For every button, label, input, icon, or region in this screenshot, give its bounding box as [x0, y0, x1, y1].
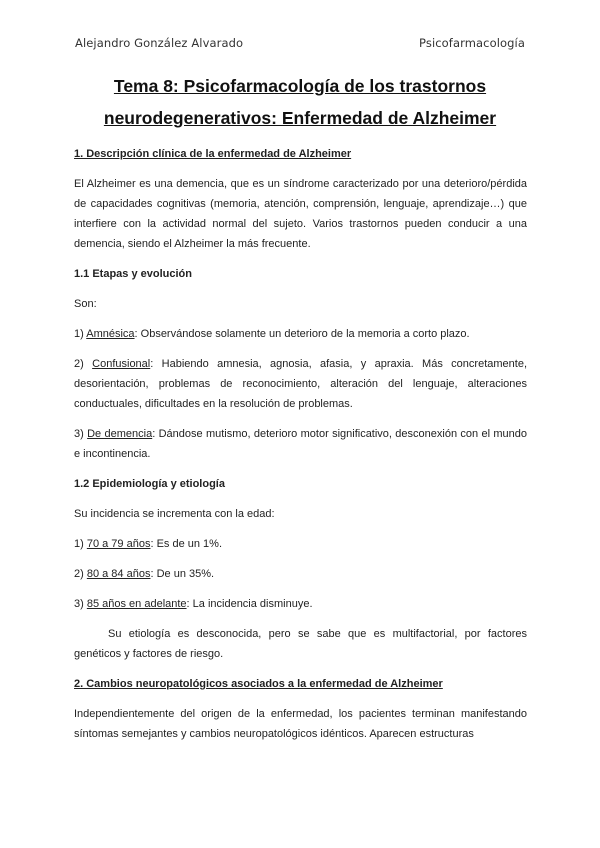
stage-item-1-term: Amnésica — [86, 328, 135, 340]
section-1-heading: 1. Descripción clínica de la enfermedad de Alzheimer — [74, 148, 352, 160]
stage-item-2-term: Confusional — [92, 358, 151, 370]
age-item-2-term: 80 a 84 años — [86, 568, 151, 580]
section-1-2-heading: 1.2 Epidemiología y etiología — [74, 478, 225, 490]
age-item-1-term: 70 a 79 años — [86, 538, 151, 550]
age-item-3-num: 3) — [74, 598, 87, 610]
stage-item-1-text: : Observándose solamente un deterioro de la memoria a corto plazo. — [134, 328, 470, 340]
stage-item-3-term: De demencia — [87, 428, 153, 440]
stage-item-2 — [74, 354, 527, 414]
section-1-2-intro: Su incidencia se incrementa con la edad: — [74, 508, 275, 520]
age-item-2 — [74, 564, 527, 584]
etiology-paragraph: Su etiología es desconocida, pero se sabe que es multifactorial, por factores genéticos y factores de riesgo. — [74, 628, 527, 660]
stage-item-2-num: 2) — [74, 358, 93, 370]
age-item-3-term: 85 años en adelante — [86, 598, 187, 610]
age-item-3-text: : La incidencia disminuye. — [186, 598, 313, 610]
section-1-1-heading: 1.1 Etapas y evolución — [74, 268, 192, 280]
age-item-2-num: 2) — [74, 568, 87, 580]
document-title — [60, 70, 540, 134]
section-1-paragraph: El Alzheimer es una demencia, que es un síndrome caracterizado por una deterioro/pérdida de capacidades cognitivas (memoria, atención, comprensión, lenguaje, aprendizaje…) que interfiere con la actividad normal del sujeto. Varios trastornos pueden conducir a una demencia, siendo el Alzheimer la más frecuente. — [74, 178, 527, 250]
stage-item-3 — [74, 424, 527, 464]
stage-item-3-text: : Dándose mutismo, deterioro motor significativo, desconexión con el mundo e incontinencia. — [74, 428, 527, 460]
header-subject: Psicofarmacología — [419, 36, 525, 50]
header-author: Alejandro González Alvarado — [75, 36, 244, 50]
age-item-2-text: : De un 35%. — [150, 568, 215, 580]
document-body — [74, 144, 527, 744]
title-line-1: Tema 8: Psicofarmacología de los trastornos — [113, 76, 487, 96]
age-item-3 — [74, 594, 527, 614]
age-item-1-num: 1) — [74, 538, 87, 550]
section-2-paragraph: Independientemente del origen de la enfermedad, los pacientes terminan manifestando síntomas semejantes y cambios neuropatológicos idénticos. Aparecen estructuras — [74, 708, 527, 740]
title-line-2: neurodegenerativos: Enfermedad de Alzheimer — [103, 108, 497, 128]
section-1-1-intro: Son: — [74, 298, 97, 310]
stage-item-1-num: 1) — [74, 328, 87, 340]
stage-item-1 — [74, 324, 527, 344]
section-2-heading: 2. Cambios neuropatológicos asociados a la enfermedad de Alzheimer — [74, 678, 443, 690]
age-item-1 — [74, 534, 527, 554]
age-item-1-text: : Es de un 1%. — [150, 538, 223, 550]
stage-item-2-text: : Habiendo amnesia, agnosia, afasia, y apraxia. Más concretamente, desorientación, problemas de reconocimiento, alteración del lenguaje, alteraciones conductuales, dificultades en la resolución de problemas. — [74, 358, 528, 410]
stage-item-3-num: 3) — [74, 428, 88, 440]
